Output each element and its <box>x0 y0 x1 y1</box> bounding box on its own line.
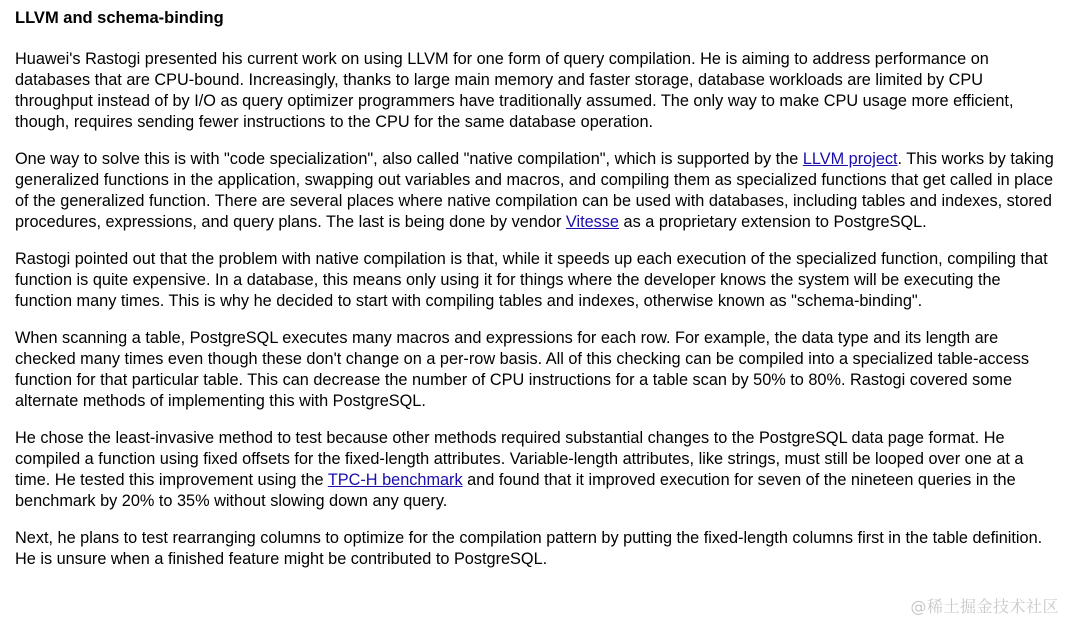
article-heading: LLVM and schema-binding <box>15 9 224 27</box>
paragraph-6: Next, he plans to test rearranging columns to optimize for the compilation pattern by putting the fixed-length columns first in the table definition. He is unsure when a finished feature might be contributed to PostgreSQL. <box>15 529 1043 568</box>
vitesse-link[interactable]: Vitesse <box>565 213 619 231</box>
paragraph-3: Rastogi pointed out that the problem with native compilation is that, while it speeds up each execution of the specialized function, compiling that function is quite expensive. In a database, this means only using it for things where the developer knows the system will be executing the function many times. This is why he decided to start with compiling tables and indexes, otherwise known as "schema-binding". <box>15 250 1048 310</box>
watermark: @稀土掘金技术社区 <box>910 597 1059 616</box>
paragraph-2-text-c: as a proprietary extension to PostgreSQL. <box>619 213 927 231</box>
paragraph-2 <box>15 149 1057 233</box>
paragraph-5-text-a: He chose the least-invasive method to test because other methods required substantial changes to the PostgreSQL data page format. He compiled a function using fixed offsets for the fixed-length attributes. Variable-length attributes, like strings, must still be looped over one at a time. He tested this improvement using the <box>15 429 1024 489</box>
llvm-project-link[interactable]: LLVM project <box>802 150 898 168</box>
paragraph-1: Huawei's Rastogi presented his current work on using LLVM for one form of query compilation. He is aiming to address performance on databases that are CPU-bound. Increasingly, thanks to large main memory and faster storage, database workloads are limited by CPU throughput instead of by I/O as query optimizer programmers have traditionally assumed. The only way to make CPU usage more efficient, though, requires sending fewer instructions to the CPU for the same database operation. <box>15 50 1014 131</box>
paragraph-4: When scanning a table, PostgreSQL executes many macros and expressions for each row. For example, the data type and its length are checked many times even though these don't change on a per-row basis. All of this checking can be compiled into a specialized table-access function for that particular table. This can decrease the number of CPU instructions for a table scan by 50% to 80%. Rastogi covered some alternate methods of implementing this with PostgreSQL. <box>15 329 1030 410</box>
paragraph-2-text-b: . This works by taking generalized functions in the application, swapping out variables and macros, and compiling them as specialized functions that get called in place of the generalized function. There are several places where native compilation can be used with databases, including tables and indexes, stored procedures, expressions, and query plans. The last is being done by vendor <box>15 150 1054 231</box>
paragraph-5-text-b: and found that it improved execution for seven of the nineteen queries in the benchmark by 20% to 35% without slowing down any query. <box>15 471 1016 510</box>
tpc-h-benchmark-link[interactable]: TPC-H benchmark <box>327 471 463 489</box>
paragraph-5 <box>15 428 1057 512</box>
paragraph-2-text-a: One way to solve this is with "code specialization", also called "native compilation", which is supported by the <box>15 150 803 168</box>
